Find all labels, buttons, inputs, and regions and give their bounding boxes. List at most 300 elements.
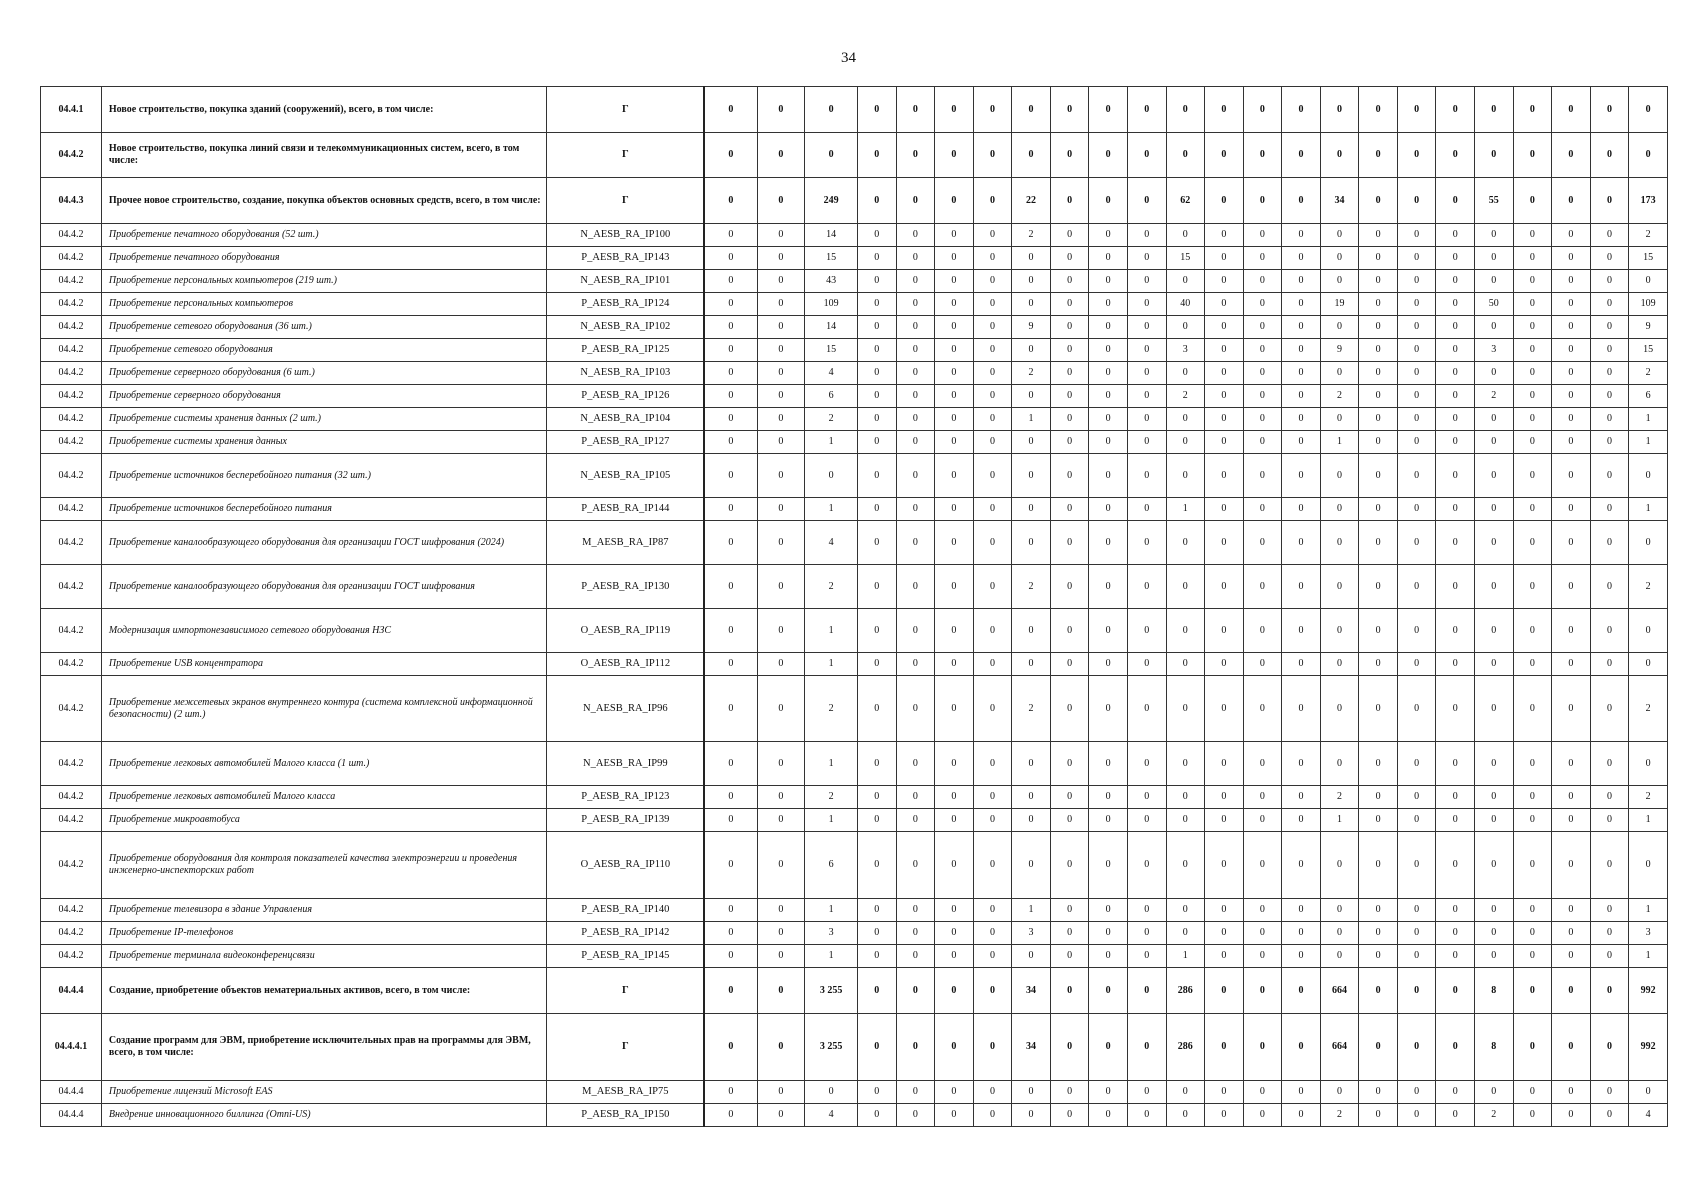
value-cell: 0 xyxy=(896,270,935,293)
value-cell: 1 xyxy=(1320,431,1359,454)
row-code-cell: O_AESB_RA_IP110 xyxy=(547,832,704,899)
table-row xyxy=(41,521,1668,565)
value-cell: 0 xyxy=(1012,293,1051,316)
value-cell: 0 xyxy=(1320,742,1359,786)
value-cell: 0 xyxy=(935,899,974,922)
value-cell: 0 xyxy=(1513,247,1552,270)
value-cell: 0 xyxy=(1552,224,1591,247)
value-cell: 0 xyxy=(1552,431,1591,454)
row-name-cell: Новое строительство, покупка линий связи и телекоммуникационных систем, всего, в том числе: xyxy=(101,133,547,178)
value-cell: 15 xyxy=(1166,247,1205,270)
value-cell: 0 xyxy=(1127,431,1166,454)
value-cell: 0 xyxy=(1089,293,1128,316)
value-cell: 0 xyxy=(1282,742,1321,786)
value-cell: 0 xyxy=(1243,498,1282,521)
value-cell: 0 xyxy=(1127,316,1166,339)
value-cell: 0 xyxy=(1629,742,1668,786)
value-cell: 4 xyxy=(1629,1104,1668,1127)
value-cell: 0 xyxy=(1436,431,1475,454)
value-cell: 0 xyxy=(935,945,974,968)
value-cell: 0 xyxy=(1359,809,1398,832)
value-cell: 2 xyxy=(805,786,858,809)
value-cell: 55 xyxy=(1475,178,1514,224)
value-cell: 0 xyxy=(1436,786,1475,809)
value-cell: 0 xyxy=(1243,742,1282,786)
value-cell: 0 xyxy=(1166,133,1205,178)
value-cell: 0 xyxy=(757,224,805,247)
value-cell: 0 xyxy=(1089,362,1128,385)
value-cell: 0 xyxy=(1205,922,1244,945)
value-cell: 0 xyxy=(1205,362,1244,385)
row-number-cell: 04.4.2 xyxy=(41,431,102,454)
value-cell: 0 xyxy=(1243,87,1282,133)
value-cell: 0 xyxy=(858,1104,897,1127)
value-cell: 0 xyxy=(1089,899,1128,922)
value-cell: 0 xyxy=(1513,224,1552,247)
value-cell: 0 xyxy=(1127,945,1166,968)
value-cell: 0 xyxy=(704,565,757,609)
value-cell: 0 xyxy=(1590,832,1629,899)
value-cell: 1 xyxy=(1629,809,1668,832)
value-cell: 0 xyxy=(704,1081,757,1104)
value-cell: 0 xyxy=(973,270,1012,293)
value-cell: 0 xyxy=(1552,133,1591,178)
value-cell: 0 xyxy=(1513,922,1552,945)
value-cell: 0 xyxy=(1166,224,1205,247)
value-cell: 0 xyxy=(1166,270,1205,293)
row-number-cell: 04.4.2 xyxy=(41,270,102,293)
value-cell: 0 xyxy=(858,339,897,362)
value-cell: 0 xyxy=(1436,1081,1475,1104)
value-cell: 0 xyxy=(858,385,897,408)
row-number-cell: 04.4.2 xyxy=(41,498,102,521)
value-cell: 0 xyxy=(1320,565,1359,609)
value-cell: 0 xyxy=(1243,521,1282,565)
value-cell: 0 xyxy=(935,968,974,1014)
value-cell: 0 xyxy=(896,178,935,224)
row-number-cell: 04.4.4 xyxy=(41,1081,102,1104)
value-cell: 0 xyxy=(858,362,897,385)
value-cell: 0 xyxy=(757,809,805,832)
value-cell: 1 xyxy=(1629,431,1668,454)
value-cell: 0 xyxy=(1282,385,1321,408)
value-cell: 0 xyxy=(1359,609,1398,653)
value-cell: 0 xyxy=(1089,454,1128,498)
row-number-cell: 04.4.2 xyxy=(41,609,102,653)
value-cell: 0 xyxy=(1475,316,1514,339)
value-cell: 0 xyxy=(896,498,935,521)
value-cell: 0 xyxy=(1552,498,1591,521)
value-cell: 0 xyxy=(1436,224,1475,247)
value-cell: 50 xyxy=(1475,293,1514,316)
value-cell: 0 xyxy=(896,224,935,247)
value-cell: 0 xyxy=(858,498,897,521)
value-cell: 2 xyxy=(1012,565,1051,609)
value-cell: 0 xyxy=(1513,521,1552,565)
row-name-cell: Приобретение серверного оборудования (6 шт.) xyxy=(101,362,547,385)
row-name-cell: Приобретение легковых автомобилей Малого класса xyxy=(101,786,547,809)
value-cell: 0 xyxy=(1513,454,1552,498)
value-cell: 8 xyxy=(1475,1014,1514,1081)
value-cell: 0 xyxy=(1475,945,1514,968)
value-cell: 0 xyxy=(1513,1081,1552,1104)
value-cell: 0 xyxy=(896,431,935,454)
value-cell: 0 xyxy=(1436,742,1475,786)
row-code-cell: P_AESB_RA_IP123 xyxy=(547,786,704,809)
value-cell: 0 xyxy=(1359,247,1398,270)
value-cell: 992 xyxy=(1629,1014,1668,1081)
value-cell: 0 xyxy=(1166,832,1205,899)
value-cell: 0 xyxy=(1050,922,1089,945)
value-cell: 0 xyxy=(704,178,757,224)
table-row xyxy=(41,247,1668,270)
table-body xyxy=(41,87,1668,1127)
value-cell: 0 xyxy=(935,653,974,676)
value-cell: 0 xyxy=(973,87,1012,133)
row-number-cell: 04.4.2 xyxy=(41,316,102,339)
value-cell: 0 xyxy=(1050,1104,1089,1127)
value-cell: 0 xyxy=(935,786,974,809)
value-cell: 0 xyxy=(704,247,757,270)
row-name-cell: Приобретение серверного оборудования xyxy=(101,385,547,408)
value-cell: 0 xyxy=(1127,653,1166,676)
row-name-cell: Модернизация импортонезависимого сетевого оборудования НЗС xyxy=(101,609,547,653)
value-cell: 1 xyxy=(1012,408,1051,431)
value-cell: 0 xyxy=(1089,431,1128,454)
value-cell: 0 xyxy=(1050,968,1089,1014)
value-cell: 0 xyxy=(896,945,935,968)
value-cell: 0 xyxy=(704,945,757,968)
value-cell: 0 xyxy=(1513,293,1552,316)
value-cell: 0 xyxy=(1127,809,1166,832)
row-code-cell: M_AESB_RA_IP87 xyxy=(547,521,704,565)
value-cell: 0 xyxy=(1475,742,1514,786)
table-row xyxy=(41,339,1668,362)
value-cell: 0 xyxy=(1397,293,1436,316)
value-cell: 0 xyxy=(1243,362,1282,385)
value-cell: 0 xyxy=(1282,87,1321,133)
table-row xyxy=(41,87,1668,133)
value-cell: 0 xyxy=(1320,247,1359,270)
value-cell: 0 xyxy=(935,133,974,178)
value-cell: 0 xyxy=(858,133,897,178)
value-cell: 0 xyxy=(1590,498,1629,521)
value-cell: 0 xyxy=(1205,178,1244,224)
value-cell: 3 xyxy=(1166,339,1205,362)
value-cell: 0 xyxy=(704,385,757,408)
value-cell: 0 xyxy=(1243,1014,1282,1081)
value-cell: 0 xyxy=(1397,1104,1436,1127)
value-cell: 0 xyxy=(1436,178,1475,224)
value-cell: 0 xyxy=(1205,809,1244,832)
value-cell: 0 xyxy=(757,832,805,899)
value-cell: 1 xyxy=(805,609,858,653)
value-cell: 0 xyxy=(1282,178,1321,224)
value-cell: 0 xyxy=(1513,968,1552,1014)
value-cell: 9 xyxy=(1320,339,1359,362)
value-cell: 0 xyxy=(704,362,757,385)
value-cell: 0 xyxy=(757,87,805,133)
value-cell: 0 xyxy=(1243,316,1282,339)
value-cell: 0 xyxy=(1012,609,1051,653)
value-cell: 0 xyxy=(1436,1104,1475,1127)
value-cell: 0 xyxy=(1050,498,1089,521)
investment-program-table xyxy=(40,86,1668,1127)
value-cell: 3 255 xyxy=(805,1014,858,1081)
value-cell: 0 xyxy=(1475,87,1514,133)
value-cell: 0 xyxy=(896,653,935,676)
value-cell: 0 xyxy=(1050,521,1089,565)
table-row xyxy=(41,945,1668,968)
value-cell: 0 xyxy=(1397,247,1436,270)
value-cell: 0 xyxy=(1089,408,1128,431)
value-cell: 0 xyxy=(1205,1014,1244,1081)
value-cell: 0 xyxy=(704,224,757,247)
row-number-cell: 04.4.2 xyxy=(41,899,102,922)
value-cell: 0 xyxy=(757,1104,805,1127)
table-row xyxy=(41,1014,1668,1081)
row-name-cell: Приобретение терминала видеоконференцсвязи xyxy=(101,945,547,968)
value-cell: 0 xyxy=(935,316,974,339)
value-cell: 0 xyxy=(1050,87,1089,133)
value-cell: 0 xyxy=(1282,316,1321,339)
value-cell: 0 xyxy=(1397,498,1436,521)
row-number-cell: 04.4.3 xyxy=(41,178,102,224)
value-cell: 0 xyxy=(757,1014,805,1081)
value-cell: 0 xyxy=(704,454,757,498)
table-row xyxy=(41,922,1668,945)
value-cell: 0 xyxy=(1359,178,1398,224)
row-name-cell: Приобретение каналообразующего оборудования для организации ГОСТ шифрования xyxy=(101,565,547,609)
value-cell: 0 xyxy=(1590,945,1629,968)
value-cell: 0 xyxy=(1436,408,1475,431)
value-cell: 0 xyxy=(1629,133,1668,178)
row-code-cell: Г xyxy=(547,968,704,1014)
value-cell: 0 xyxy=(1436,521,1475,565)
value-cell: 0 xyxy=(1359,87,1398,133)
value-cell: 0 xyxy=(1089,832,1128,899)
value-cell: 9 xyxy=(1629,316,1668,339)
value-cell: 0 xyxy=(1127,1014,1166,1081)
value-cell: 0 xyxy=(1590,922,1629,945)
value-cell: 0 xyxy=(1012,832,1051,899)
row-code-cell: Г xyxy=(547,178,704,224)
row-number-cell: 04.4.2 xyxy=(41,339,102,362)
value-cell: 0 xyxy=(1552,1081,1591,1104)
table-row xyxy=(41,408,1668,431)
value-cell: 0 xyxy=(1475,653,1514,676)
row-number-cell: 04.4.4.1 xyxy=(41,1014,102,1081)
value-cell: 0 xyxy=(1127,832,1166,899)
row-code-cell: N_AESB_RA_IP96 xyxy=(547,676,704,742)
value-cell: 0 xyxy=(1552,408,1591,431)
value-cell: 0 xyxy=(805,133,858,178)
value-cell: 0 xyxy=(973,653,1012,676)
value-cell: 0 xyxy=(1205,385,1244,408)
value-cell: 0 xyxy=(896,133,935,178)
value-cell: 0 xyxy=(757,270,805,293)
value-cell: 0 xyxy=(858,899,897,922)
value-cell: 0 xyxy=(1205,899,1244,922)
value-cell: 0 xyxy=(1205,786,1244,809)
value-cell: 2 xyxy=(1166,385,1205,408)
value-cell: 0 xyxy=(935,676,974,742)
value-cell: 0 xyxy=(1552,1014,1591,1081)
value-cell: 0 xyxy=(757,293,805,316)
value-cell: 0 xyxy=(1205,408,1244,431)
value-cell: 0 xyxy=(858,653,897,676)
row-name-cell: Приобретение межсетевых экранов внутреннего контура (система комплексной информационной безопасности) (2 шт.) xyxy=(101,676,547,742)
value-cell: 0 xyxy=(1089,565,1128,609)
value-cell: 0 xyxy=(1320,362,1359,385)
value-cell: 0 xyxy=(704,968,757,1014)
value-cell: 43 xyxy=(805,270,858,293)
value-cell: 0 xyxy=(1243,609,1282,653)
value-cell: 0 xyxy=(1127,742,1166,786)
value-cell: 0 xyxy=(1397,653,1436,676)
value-cell: 0 xyxy=(1012,786,1051,809)
value-cell: 0 xyxy=(1282,1104,1321,1127)
value-cell: 0 xyxy=(1513,609,1552,653)
value-cell: 15 xyxy=(805,247,858,270)
value-cell: 0 xyxy=(1436,832,1475,899)
value-cell: 0 xyxy=(1397,968,1436,1014)
value-cell: 0 xyxy=(1513,270,1552,293)
value-cell: 0 xyxy=(757,742,805,786)
value-cell: 0 xyxy=(935,178,974,224)
value-cell: 22 xyxy=(1012,178,1051,224)
value-cell: 8 xyxy=(1475,968,1514,1014)
value-cell: 0 xyxy=(1320,270,1359,293)
value-cell: 2 xyxy=(1629,786,1668,809)
value-cell: 0 xyxy=(1127,385,1166,408)
value-cell: 0 xyxy=(1552,945,1591,968)
value-cell: 0 xyxy=(1243,1081,1282,1104)
value-cell: 3 255 xyxy=(805,968,858,1014)
value-cell: 0 xyxy=(1282,293,1321,316)
value-cell: 1 xyxy=(805,809,858,832)
value-cell: 15 xyxy=(805,339,858,362)
value-cell: 1 xyxy=(805,431,858,454)
row-code-cell: P_AESB_RA_IP142 xyxy=(547,922,704,945)
value-cell: 0 xyxy=(1397,832,1436,899)
value-cell: 0 xyxy=(1243,431,1282,454)
value-cell: 0 xyxy=(1513,899,1552,922)
value-cell: 0 xyxy=(757,316,805,339)
value-cell: 0 xyxy=(1397,224,1436,247)
value-cell: 0 xyxy=(1552,385,1591,408)
value-cell: 0 xyxy=(1436,968,1475,1014)
row-code-cell: P_AESB_RA_IP126 xyxy=(547,385,704,408)
value-cell: 0 xyxy=(1166,609,1205,653)
table-row xyxy=(41,809,1668,832)
table-row xyxy=(41,653,1668,676)
value-cell: 0 xyxy=(1475,133,1514,178)
value-cell: 0 xyxy=(973,945,1012,968)
value-cell: 1 xyxy=(805,498,858,521)
value-cell: 0 xyxy=(1359,498,1398,521)
value-cell: 0 xyxy=(1205,339,1244,362)
value-cell: 0 xyxy=(1243,922,1282,945)
value-cell: 0 xyxy=(1359,565,1398,609)
table-row xyxy=(41,293,1668,316)
value-cell: 0 xyxy=(1513,809,1552,832)
value-cell: 0 xyxy=(1513,316,1552,339)
value-cell: 3 xyxy=(1475,339,1514,362)
value-cell: 0 xyxy=(858,247,897,270)
value-cell: 0 xyxy=(1127,270,1166,293)
value-cell: 0 xyxy=(1050,293,1089,316)
row-name-cell: Приобретение каналообразующего оборудования для организации ГОСТ шифрования (2024) xyxy=(101,521,547,565)
value-cell: 0 xyxy=(1089,653,1128,676)
row-number-cell: 04.4.4 xyxy=(41,968,102,1014)
row-name-cell: Приобретение телевизора в здание Управления xyxy=(101,899,547,922)
value-cell: 0 xyxy=(1205,968,1244,1014)
table-row xyxy=(41,178,1668,224)
value-cell: 2 xyxy=(1320,786,1359,809)
value-cell: 0 xyxy=(1012,339,1051,362)
value-cell: 0 xyxy=(1205,431,1244,454)
value-cell: 0 xyxy=(1436,87,1475,133)
value-cell: 1 xyxy=(1629,408,1668,431)
value-cell: 0 xyxy=(1590,653,1629,676)
value-cell: 0 xyxy=(1397,1081,1436,1104)
value-cell: 0 xyxy=(973,385,1012,408)
value-cell: 0 xyxy=(1050,247,1089,270)
value-cell: 0 xyxy=(1397,809,1436,832)
row-code-cell: N_AESB_RA_IP101 xyxy=(547,270,704,293)
table-row xyxy=(41,832,1668,899)
row-number-cell: 04.4.2 xyxy=(41,385,102,408)
value-cell: 0 xyxy=(1127,968,1166,1014)
value-cell: 0 xyxy=(757,408,805,431)
value-cell: 0 xyxy=(1205,945,1244,968)
value-cell: 0 xyxy=(1282,133,1321,178)
row-code-cell: N_AESB_RA_IP100 xyxy=(547,224,704,247)
value-cell: 0 xyxy=(1282,224,1321,247)
value-cell: 19 xyxy=(1320,293,1359,316)
value-cell: 0 xyxy=(1397,521,1436,565)
value-cell: 0 xyxy=(1397,431,1436,454)
value-cell: 0 xyxy=(1127,676,1166,742)
row-name-cell: Приобретение IP-телефонов xyxy=(101,922,547,945)
value-cell: 34 xyxy=(1320,178,1359,224)
value-cell: 0 xyxy=(935,498,974,521)
value-cell: 0 xyxy=(1397,408,1436,431)
value-cell: 1 xyxy=(805,945,858,968)
value-cell: 0 xyxy=(704,809,757,832)
table-row xyxy=(41,786,1668,809)
value-cell: 0 xyxy=(1552,742,1591,786)
value-cell: 0 xyxy=(757,786,805,809)
value-cell: 0 xyxy=(1205,247,1244,270)
value-cell: 0 xyxy=(1590,87,1629,133)
value-cell: 0 xyxy=(1513,676,1552,742)
value-cell: 0 xyxy=(1050,832,1089,899)
value-cell: 0 xyxy=(1436,133,1475,178)
value-cell: 0 xyxy=(1320,922,1359,945)
value-cell: 0 xyxy=(1590,316,1629,339)
value-cell: 0 xyxy=(896,899,935,922)
value-cell: 0 xyxy=(1397,454,1436,498)
value-cell: 0 xyxy=(1475,454,1514,498)
value-cell: 0 xyxy=(1050,899,1089,922)
value-cell: 0 xyxy=(1436,385,1475,408)
row-code-cell: P_AESB_RA_IP127 xyxy=(547,431,704,454)
value-cell: 3 xyxy=(1012,922,1051,945)
value-cell: 0 xyxy=(858,431,897,454)
row-name-cell: Приобретение лицензий Microsoft EAS xyxy=(101,1081,547,1104)
